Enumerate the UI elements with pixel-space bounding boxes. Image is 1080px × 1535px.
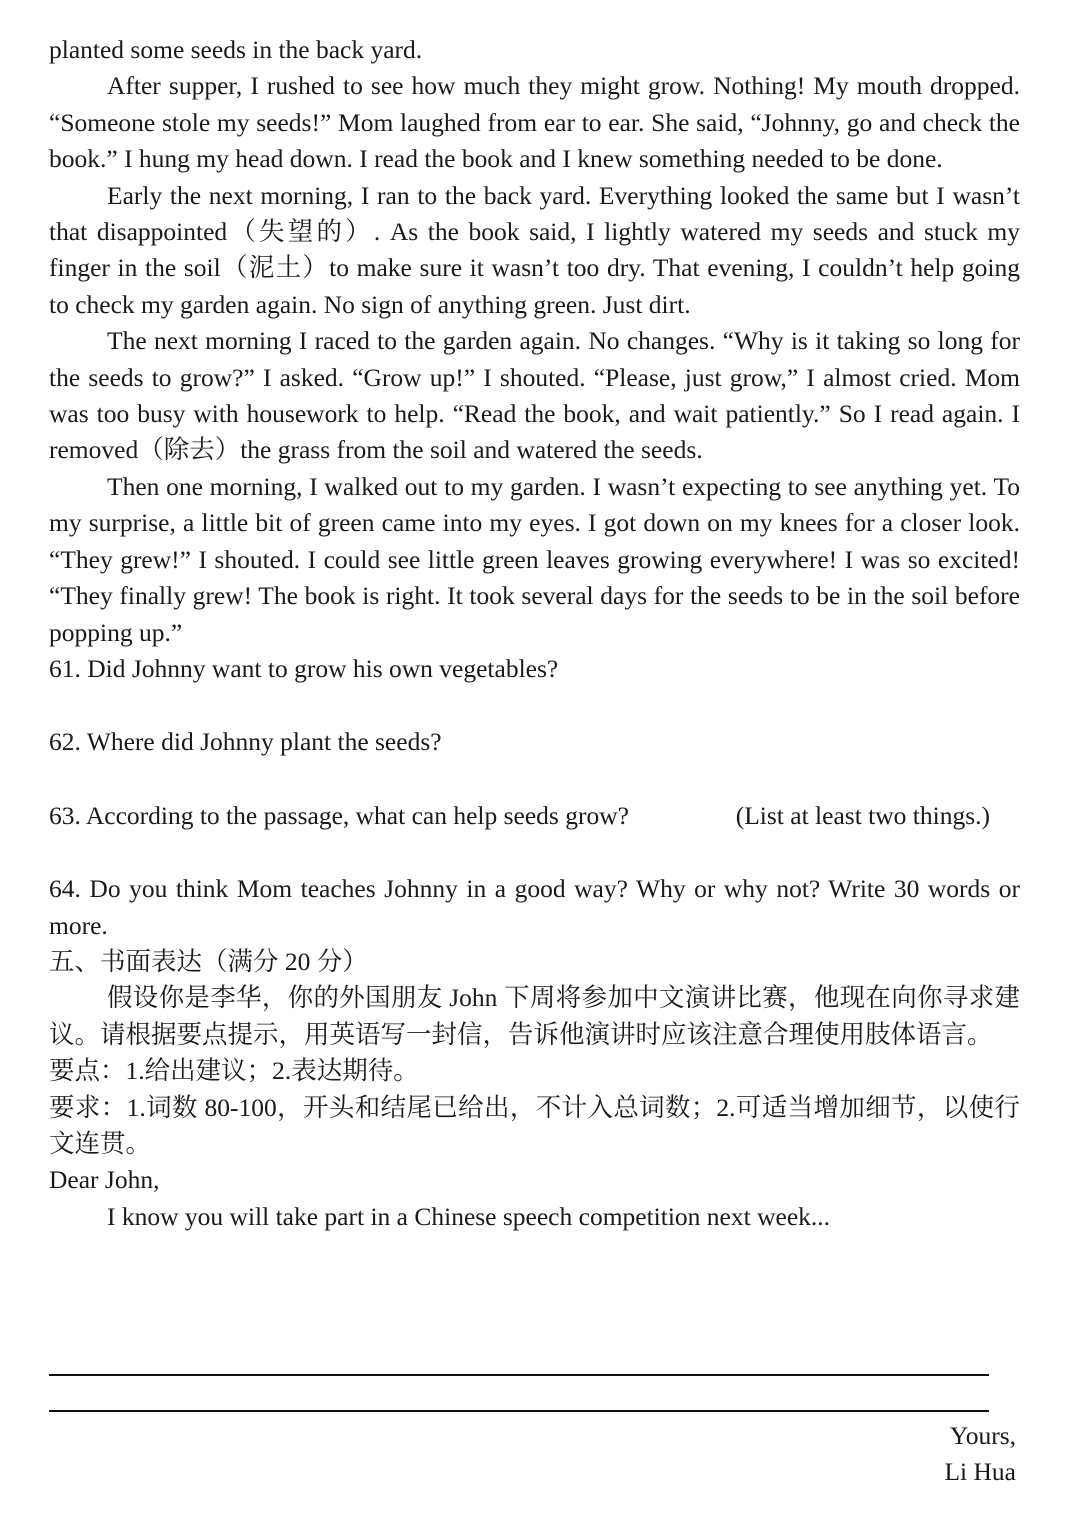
writing-prompt: 假设你是李华，你的外国朋友 John 下周将参加中文演讲比赛，他现在向你寻求建议。请根据要点提示，用英语写一封信，告诉他演讲时应该注意合理使用肢体语言。 <box>49 983 1020 1049</box>
passage-paragraph-4: Then one morning, I walked out to my garden. I wasn’t expecting to see anything yet. To my surprise, a little bit of green came into my eyes. I got down on my knees for a closer look. “They grew!” I shouted. I could see little green leaves growing everywhere! I was so excited! “They finally grew! The book is right. It took several days for the seeds to be in the soil before popping up.” <box>49 471 1020 647</box>
question-64: 64. Do you think Mom teaches Johnny in a good way? Why or why not? Write 30 words or more. <box>49 874 1020 940</box>
answer-space-61[interactable] <box>49 687 1020 724</box>
letter-opening: I know you will take part in a Chinese speech competition next week... <box>107 1201 831 1231</box>
letter-signature: Li Hua <box>944 1457 1016 1487</box>
answer-line-2[interactable] <box>49 1410 989 1412</box>
writing-points: 要点：1.给出建议；2.表达期待。 <box>49 1056 419 1086</box>
passage-paragraph-0: planted some seeds in the back yard. <box>49 35 423 64</box>
answer-space-63[interactable] <box>49 834 1020 871</box>
question-63 <box>49 798 1020 834</box>
letter-greeting: Dear John, <box>49 1165 160 1195</box>
letter-closing-yours: Yours, <box>949 1421 1016 1450</box>
question-62: 62. Where did Johnny plant the seeds? <box>49 727 442 757</box>
question-63-note: (List at least two things.) <box>735 800 990 830</box>
writing-requirements: 要求：1.词数 80-100，开头和结尾已给出，不计入总词数；2.可适当增加细节，以使行文连贯。 <box>49 1092 1020 1158</box>
answer-line-1[interactable] <box>49 1374 989 1376</box>
writing-section-heading: 五、书面表达（满分 20 分） <box>49 946 368 976</box>
passage-paragraph-1: After supper, I rushed to see how much they might grow. Nothing! My mouth dropped. “Someone stole my seeds!” Mom laughed from ear to ear. She said, “Johnny, go and check the book.” I hung my head down. I read the book and I knew something needed to be done. <box>49 71 1020 174</box>
passage-paragraph-2: Early the next morning, I ran to the back yard. Everything looked the same but I wasn’t that disappointed（失望的）. As the book said, I lightly watered my seeds and stuck my finger in the soil（泥土）to make sure it wasn’t too dry. That evening, I couldn’t help going to check my garden again. No sign of anything green. Just dirt. <box>49 180 1020 319</box>
passage-paragraph-3: The next morning I raced to the garden again. No changes. “Why is it taking so long for the seeds to grow?” I asked. “Grow up!” I shouted. “Please, just grow,” I almost cried. Mom was too busy with housework to help. “Read the book, and wait patiently.” So I read again. I removed（除去）the grass from the soil and watered the seeds. <box>49 326 1020 465</box>
answer-space-62[interactable] <box>49 761 1020 798</box>
question-61: 61. Did Johnny want to grow his own vegetables? <box>49 653 559 683</box>
letter-closing <box>944 1418 1016 1491</box>
question-63-text: 63. According to the passage, what can help seeds grow? <box>49 800 629 830</box>
